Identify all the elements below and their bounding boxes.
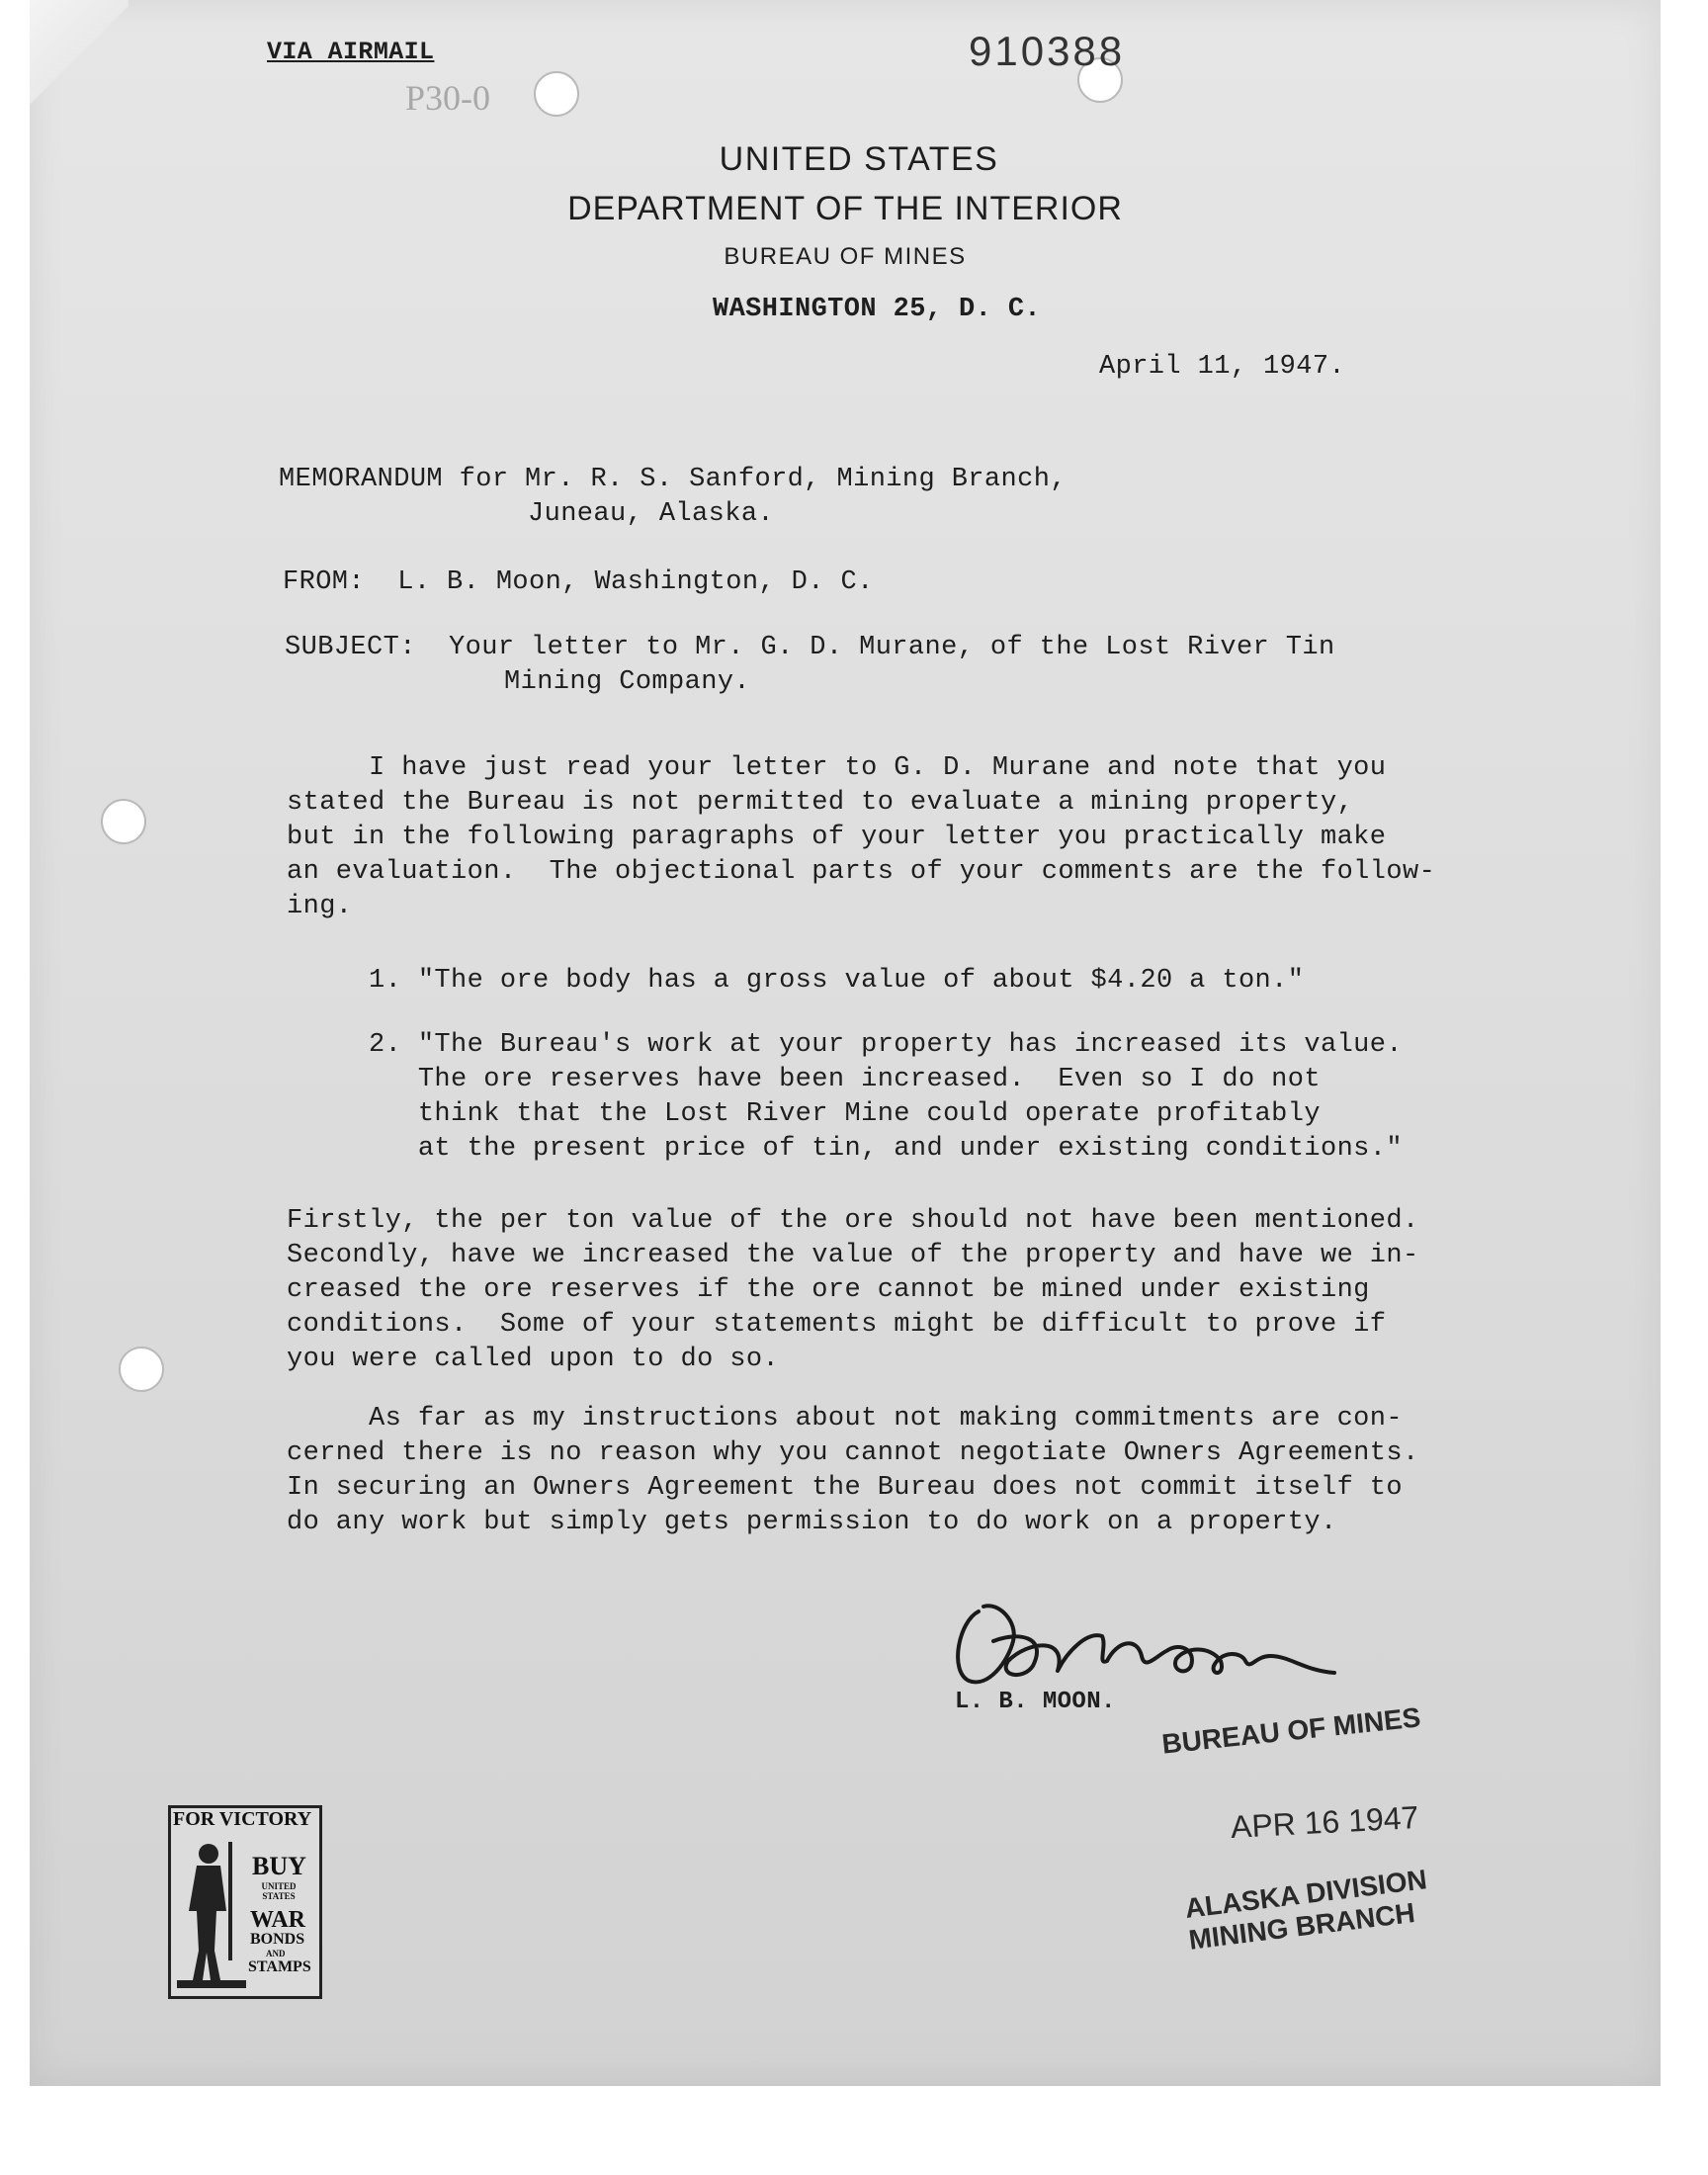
punch-hole bbox=[119, 1347, 164, 1392]
body-paragraph-2: Firstly, the per ton value of the ore should not have been mentioned. Secondly, have we increased the value of the property and have we in- creased the ore reserves if the ore cannot be mined under existing conditions. Some of your statements might be difficult to prove if you were called upon to do so. bbox=[287, 1206, 1419, 1374]
memo-from: FROM: L. B. Moon, Washington, D. C. bbox=[283, 567, 874, 597]
received-stamp-division: ALASKA DIVISION MINING BRANCH bbox=[1183, 1864, 1429, 1956]
memo-subject-cont: Mining Company. bbox=[504, 667, 751, 697]
quoted-item-2: 2. "The Bureau's work at your property has increased its value. The ore reserves have been increased. Even so I do not think that the Lost River Mine could operate profitably at the present price of tin, and under existing conditions." bbox=[369, 1030, 1403, 1164]
signer-name: L. B. MOON. bbox=[955, 1689, 1116, 1715]
poster-headline: FOR VICTORY bbox=[173, 1808, 312, 1830]
memo-to-location: Juneau, Alaska. bbox=[528, 499, 775, 529]
poster-us: UNITED STATES bbox=[261, 1881, 297, 1901]
memo-to: MEMORANDUM for Mr. R. S. Sanford, Mining Branch, bbox=[279, 465, 1067, 494]
letterhead-department: DEPARTMENT OF THE INTERIOR bbox=[567, 190, 1123, 227]
punch-hole bbox=[101, 799, 146, 844]
body-paragraph-1: I have just read your letter to G. D. Murane and note that you stated the Bureau is not permitted to evaluate a mining property, but in the following paragraphs of your letter you practically make an evaluation. The objectional parts of your comments are the follow- ing. bbox=[287, 753, 1436, 921]
war-bonds-poster bbox=[168, 1805, 322, 1999]
poster-war: WAR bbox=[250, 1907, 306, 1933]
letter-date: April 11, 1947. bbox=[1099, 352, 1346, 382]
poster-buy: BUY bbox=[252, 1852, 306, 1880]
received-stamp-bureau: BUREAU OF MINES bbox=[1160, 1701, 1422, 1760]
poster-and: AND bbox=[266, 1949, 286, 1958]
letterhead-address: WASHINGTON 25, D. C. bbox=[712, 295, 1042, 324]
punch-hole bbox=[534, 71, 579, 117]
received-stamp-date: APR 16 1947 bbox=[1230, 1799, 1420, 1845]
memo-subject: SUBJECT: Your letter to Mr. G. D. Murane, of the Lost River Tin bbox=[285, 633, 1335, 662]
body-paragraph-3: As far as my instructions about not making commitments are con- cerned there is no reason why you cannot negotiate Owners Agreements. In securing an Owners Agreement the Bureau does not commit itself to do any work but simply gets permission to do work on a property. bbox=[287, 1404, 1419, 1537]
minuteman-icon bbox=[177, 1832, 246, 1990]
letterhead-bureau: BUREAU OF MINES bbox=[724, 243, 967, 270]
poster-stamps: STAMPS bbox=[248, 1958, 311, 1975]
poster-bonds: BONDS bbox=[250, 1931, 305, 1948]
folded-corner bbox=[30, 0, 128, 109]
ghost-number: P30-0 bbox=[405, 78, 491, 118]
handwritten-signature bbox=[939, 1582, 1354, 1700]
memo-page bbox=[30, 0, 1661, 2086]
document-number: 910388 bbox=[969, 28, 1126, 74]
letterhead-country: UNITED STATES bbox=[719, 140, 999, 178]
routing-note: VIA AIRMAIL bbox=[267, 38, 435, 66]
quoted-item-1: 1. "The ore body has a gross value of about $4.20 a ton." bbox=[287, 966, 1305, 996]
